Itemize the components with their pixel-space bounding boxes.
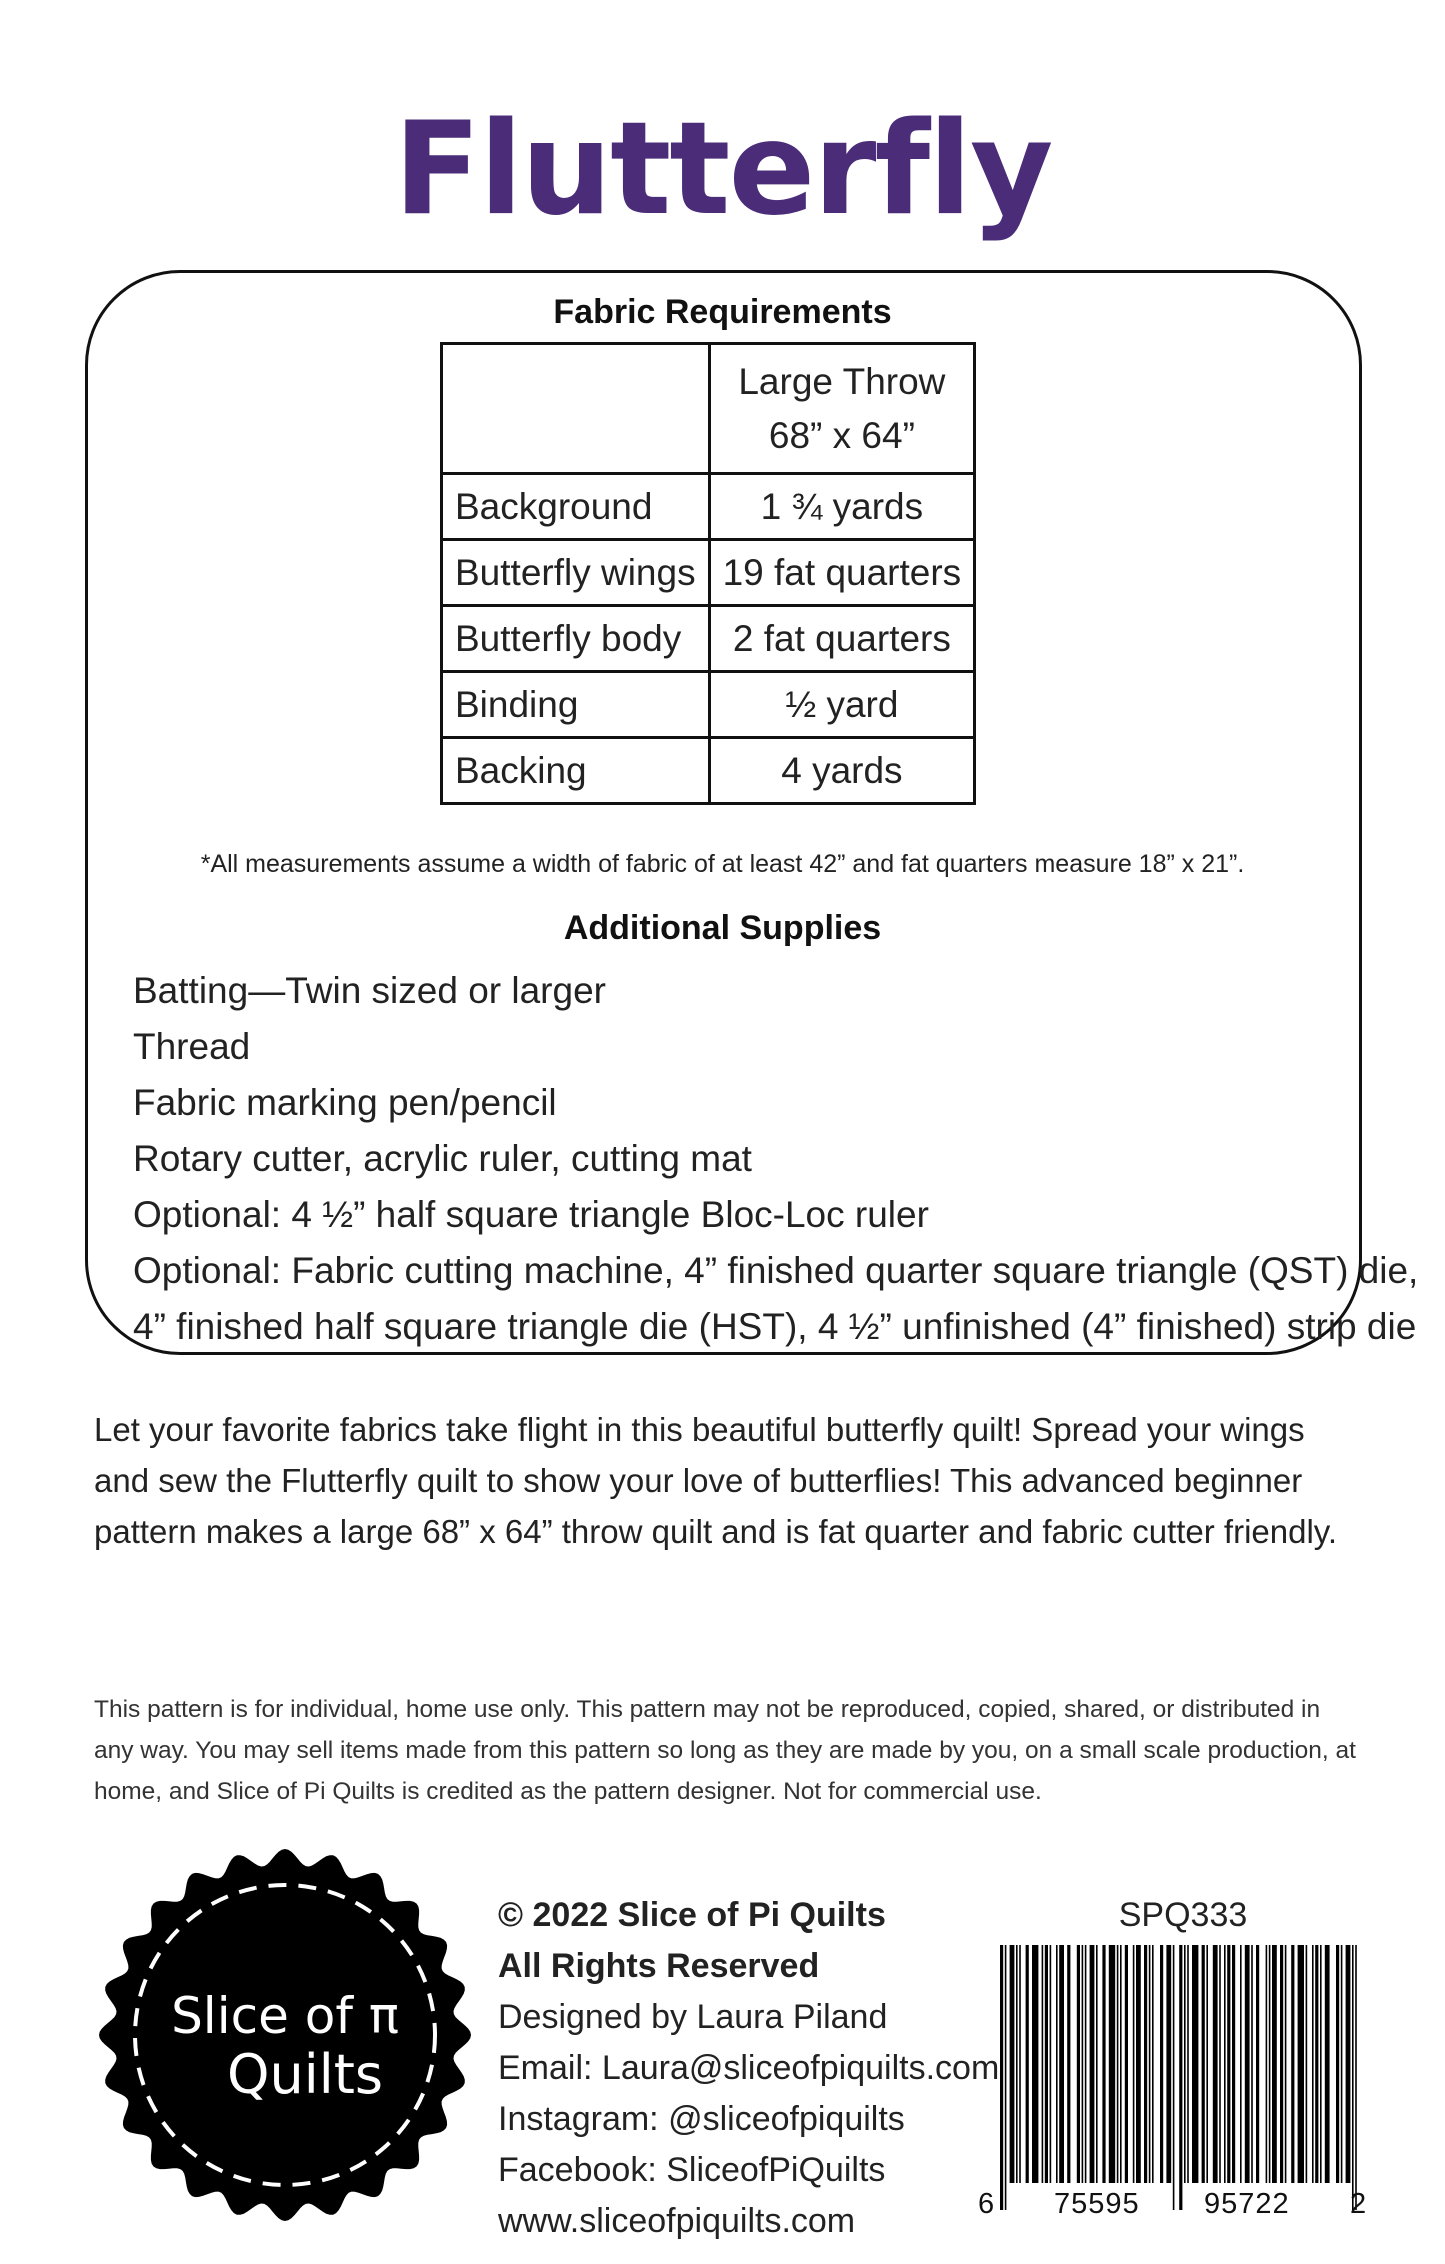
list-item: Batting—Twin sized or larger	[133, 970, 606, 1011]
size-header-cell	[709, 344, 975, 474]
fabric-label: Butterfly wings	[442, 540, 710, 606]
list-item: 4” finished half square triangle die (HST), 4 ½” unfinished (4” finished) strip die	[133, 1306, 1417, 1347]
barcode-bar	[1179, 1945, 1182, 2210]
barcode-bar	[1173, 1945, 1175, 2210]
barcode-digit-first: 6	[978, 2188, 996, 2220]
barcode-bar	[1219, 1945, 1221, 2183]
barcode-bar	[1166, 1945, 1171, 2183]
barcode-digits-right: 95722	[1200, 2187, 1294, 2221]
barcode-bar	[1320, 1945, 1322, 2183]
size-name: Large Throw	[738, 360, 946, 402]
barcode-digit-last: 2	[1350, 2188, 1368, 2220]
barcode-bar	[1192, 1945, 1198, 2183]
pattern-description: Let your favorite fabrics take flight in this beautiful butterfly quilt! Spread your wings and sew the Flutterfly quilt to show your love of butterflies! This advanced beginner pattern makes a large 68” x 64” throw quilt and is fat quarter and fabric cutter friendly.	[94, 1411, 1338, 1550]
table-row	[442, 474, 975, 540]
barcode-bar	[1016, 1945, 1018, 2183]
barcode-bar	[1144, 1945, 1147, 2183]
instagram-handle: Instagram: @sliceofpiquilts	[498, 2100, 905, 2138]
additional-supplies-heading: Additional Supplies	[563, 909, 882, 947]
contact-info	[498, 1890, 999, 2247]
barcode-bar	[1050, 1945, 1052, 2183]
barcode-bar	[1245, 1945, 1250, 2183]
barcode-bar	[1042, 1945, 1044, 2183]
fabric-requirements-heading: Fabric Requirements	[553, 293, 892, 331]
rights-notice: All Rights Reserved	[498, 1947, 820, 1985]
barcode-bar	[1355, 1945, 1357, 2210]
table-corner-cell	[442, 344, 710, 474]
barcode-bar	[1136, 1945, 1141, 2183]
barcode-icon	[1000, 1945, 1370, 2225]
barcode-bar	[1096, 1945, 1098, 2183]
list-item: Optional: 4 ½” half square triangle Bloc-Loc ruler	[133, 1194, 929, 1235]
barcode-bar	[1056, 1945, 1058, 2183]
barcode-bar	[1269, 1945, 1271, 2183]
barcode-bar	[1227, 1945, 1230, 2183]
copyright-notice: © 2022 Slice of Pi Quilts	[498, 1896, 886, 1934]
product-sku: SPQ333	[1118, 1896, 1248, 1934]
fabric-requirements-table	[440, 342, 976, 805]
barcode-bar	[1010, 1945, 1015, 2183]
barcode-bar	[1256, 1945, 1259, 2183]
barcode-bar	[1152, 1945, 1154, 2183]
barcode-bar	[1291, 1945, 1294, 2183]
barcode-bar	[1213, 1945, 1218, 2183]
barcode-bar	[1160, 1945, 1163, 2183]
barcode-bar	[1019, 1945, 1021, 2183]
barcode-bar	[1090, 1945, 1095, 2183]
email-address: Email: Laura@sliceofpiquilts.com	[498, 2049, 1000, 2087]
barcode-bar	[1206, 1945, 1208, 2183]
fabric-label: Background	[442, 474, 710, 540]
fabric-amount: ½ yard	[709, 672, 975, 738]
barcode-bar	[1232, 1945, 1235, 2183]
barcode-bar	[1325, 1945, 1330, 2183]
barcode-bar	[1298, 1945, 1304, 2183]
barcode-bar	[1224, 1945, 1226, 2183]
logo-text-line1: Slice of π	[171, 1987, 399, 2045]
list-item: Optional: Fabric cutting machine, 4” finished quarter square triangle (QST) die,	[133, 1250, 1419, 1291]
barcode-bar	[1336, 1945, 1339, 2183]
list-item: Thread	[133, 1026, 251, 1067]
barcode-bar	[1032, 1945, 1038, 2183]
table-header-row	[442, 344, 975, 474]
barcode-bar	[1280, 1945, 1283, 2183]
fabric-amount: 19 fat quarters	[709, 540, 975, 606]
barcode-bar	[1000, 1945, 1003, 2210]
barcode-bar	[1315, 1945, 1318, 2183]
table-row	[442, 672, 975, 738]
barcode-bar	[1005, 1945, 1007, 2210]
barcode-bar	[1240, 1945, 1242, 2183]
facebook-handle: Facebook: SliceofPiQuilts	[498, 2151, 886, 2189]
barcode-bar	[1187, 1945, 1189, 2183]
barcode-bar	[1067, 1945, 1070, 2183]
barcode-bar	[1082, 1945, 1084, 2183]
fabric-label: Backing	[442, 738, 710, 804]
table-row	[442, 738, 975, 804]
fabric-label: Butterfly body	[442, 606, 710, 672]
barcode-bar	[1272, 1945, 1277, 2183]
barcode-bar	[1266, 1945, 1268, 2183]
barcode-bar	[1085, 1945, 1087, 2183]
barcode-digits-left: 75595	[1050, 2187, 1144, 2221]
supplies-list	[133, 963, 1418, 1355]
barcode-bar	[1059, 1945, 1064, 2183]
barcode-bar	[1133, 1945, 1135, 2183]
list-item: Fabric marking pen/pencil	[133, 1082, 557, 1123]
barcode-bar	[1306, 1945, 1308, 2183]
website-url: www.sliceofpiquilts.com	[498, 2202, 856, 2240]
fabric-label: Binding	[442, 672, 710, 738]
designer-credit: Designed by Laura Piland	[498, 1998, 888, 2036]
table-row	[442, 540, 975, 606]
usage-disclaimer: This pattern is for individual, home use only. This pattern may not be reproduced, copied, shared, or distributed in any way. You may sell items made from this pattern so long as they are made by you, on a small scale production, at home, and Slice of Pi Quilts is credited as the pattern designer. Not for commercial use.	[94, 1696, 1356, 1805]
barcode-bar	[1352, 1945, 1354, 2210]
table-row	[442, 606, 975, 672]
barcode-bar	[1109, 1945, 1115, 2183]
barcode-bar	[1341, 1945, 1343, 2183]
logo-text-line2: Quilts	[226, 2043, 384, 2106]
list-item: Rotary cutter, acrylic ruler, cutting mat	[133, 1138, 752, 1179]
measurement-footnote: *All measurements assume a width of fabric of at least 42” and fat quarters measure 18” x 21”.	[200, 850, 1245, 878]
size-dimensions: 68” x 64”	[768, 414, 915, 456]
barcode-bar	[1184, 1945, 1186, 2183]
barcode-bar	[1120, 1945, 1122, 2183]
fabric-amount: 2 fat quarters	[709, 606, 975, 672]
fabric-amount: 4 yards	[709, 738, 975, 804]
barcode-bar	[1045, 1945, 1048, 2183]
barcode-bar	[1251, 1945, 1253, 2183]
fabric-amount: 1 ¾ yards	[709, 474, 975, 540]
barcode-bar	[1149, 1945, 1151, 2183]
barcode-bar	[1125, 1945, 1128, 2183]
barcode-bar	[1202, 1945, 1205, 2183]
barcode-bar	[1312, 1945, 1314, 2183]
barcode-bar	[1026, 1945, 1029, 2183]
slice-of-pi-logo	[95, 1845, 475, 2225]
pattern-title: Flutterfly	[393, 95, 1052, 244]
barcode-bar	[1077, 1945, 1080, 2183]
barcode-bar	[1346, 1945, 1351, 2183]
barcode-bar	[1102, 1945, 1105, 2183]
barcode-bar	[1117, 1945, 1119, 2183]
barcode-bar	[1285, 1945, 1287, 2183]
